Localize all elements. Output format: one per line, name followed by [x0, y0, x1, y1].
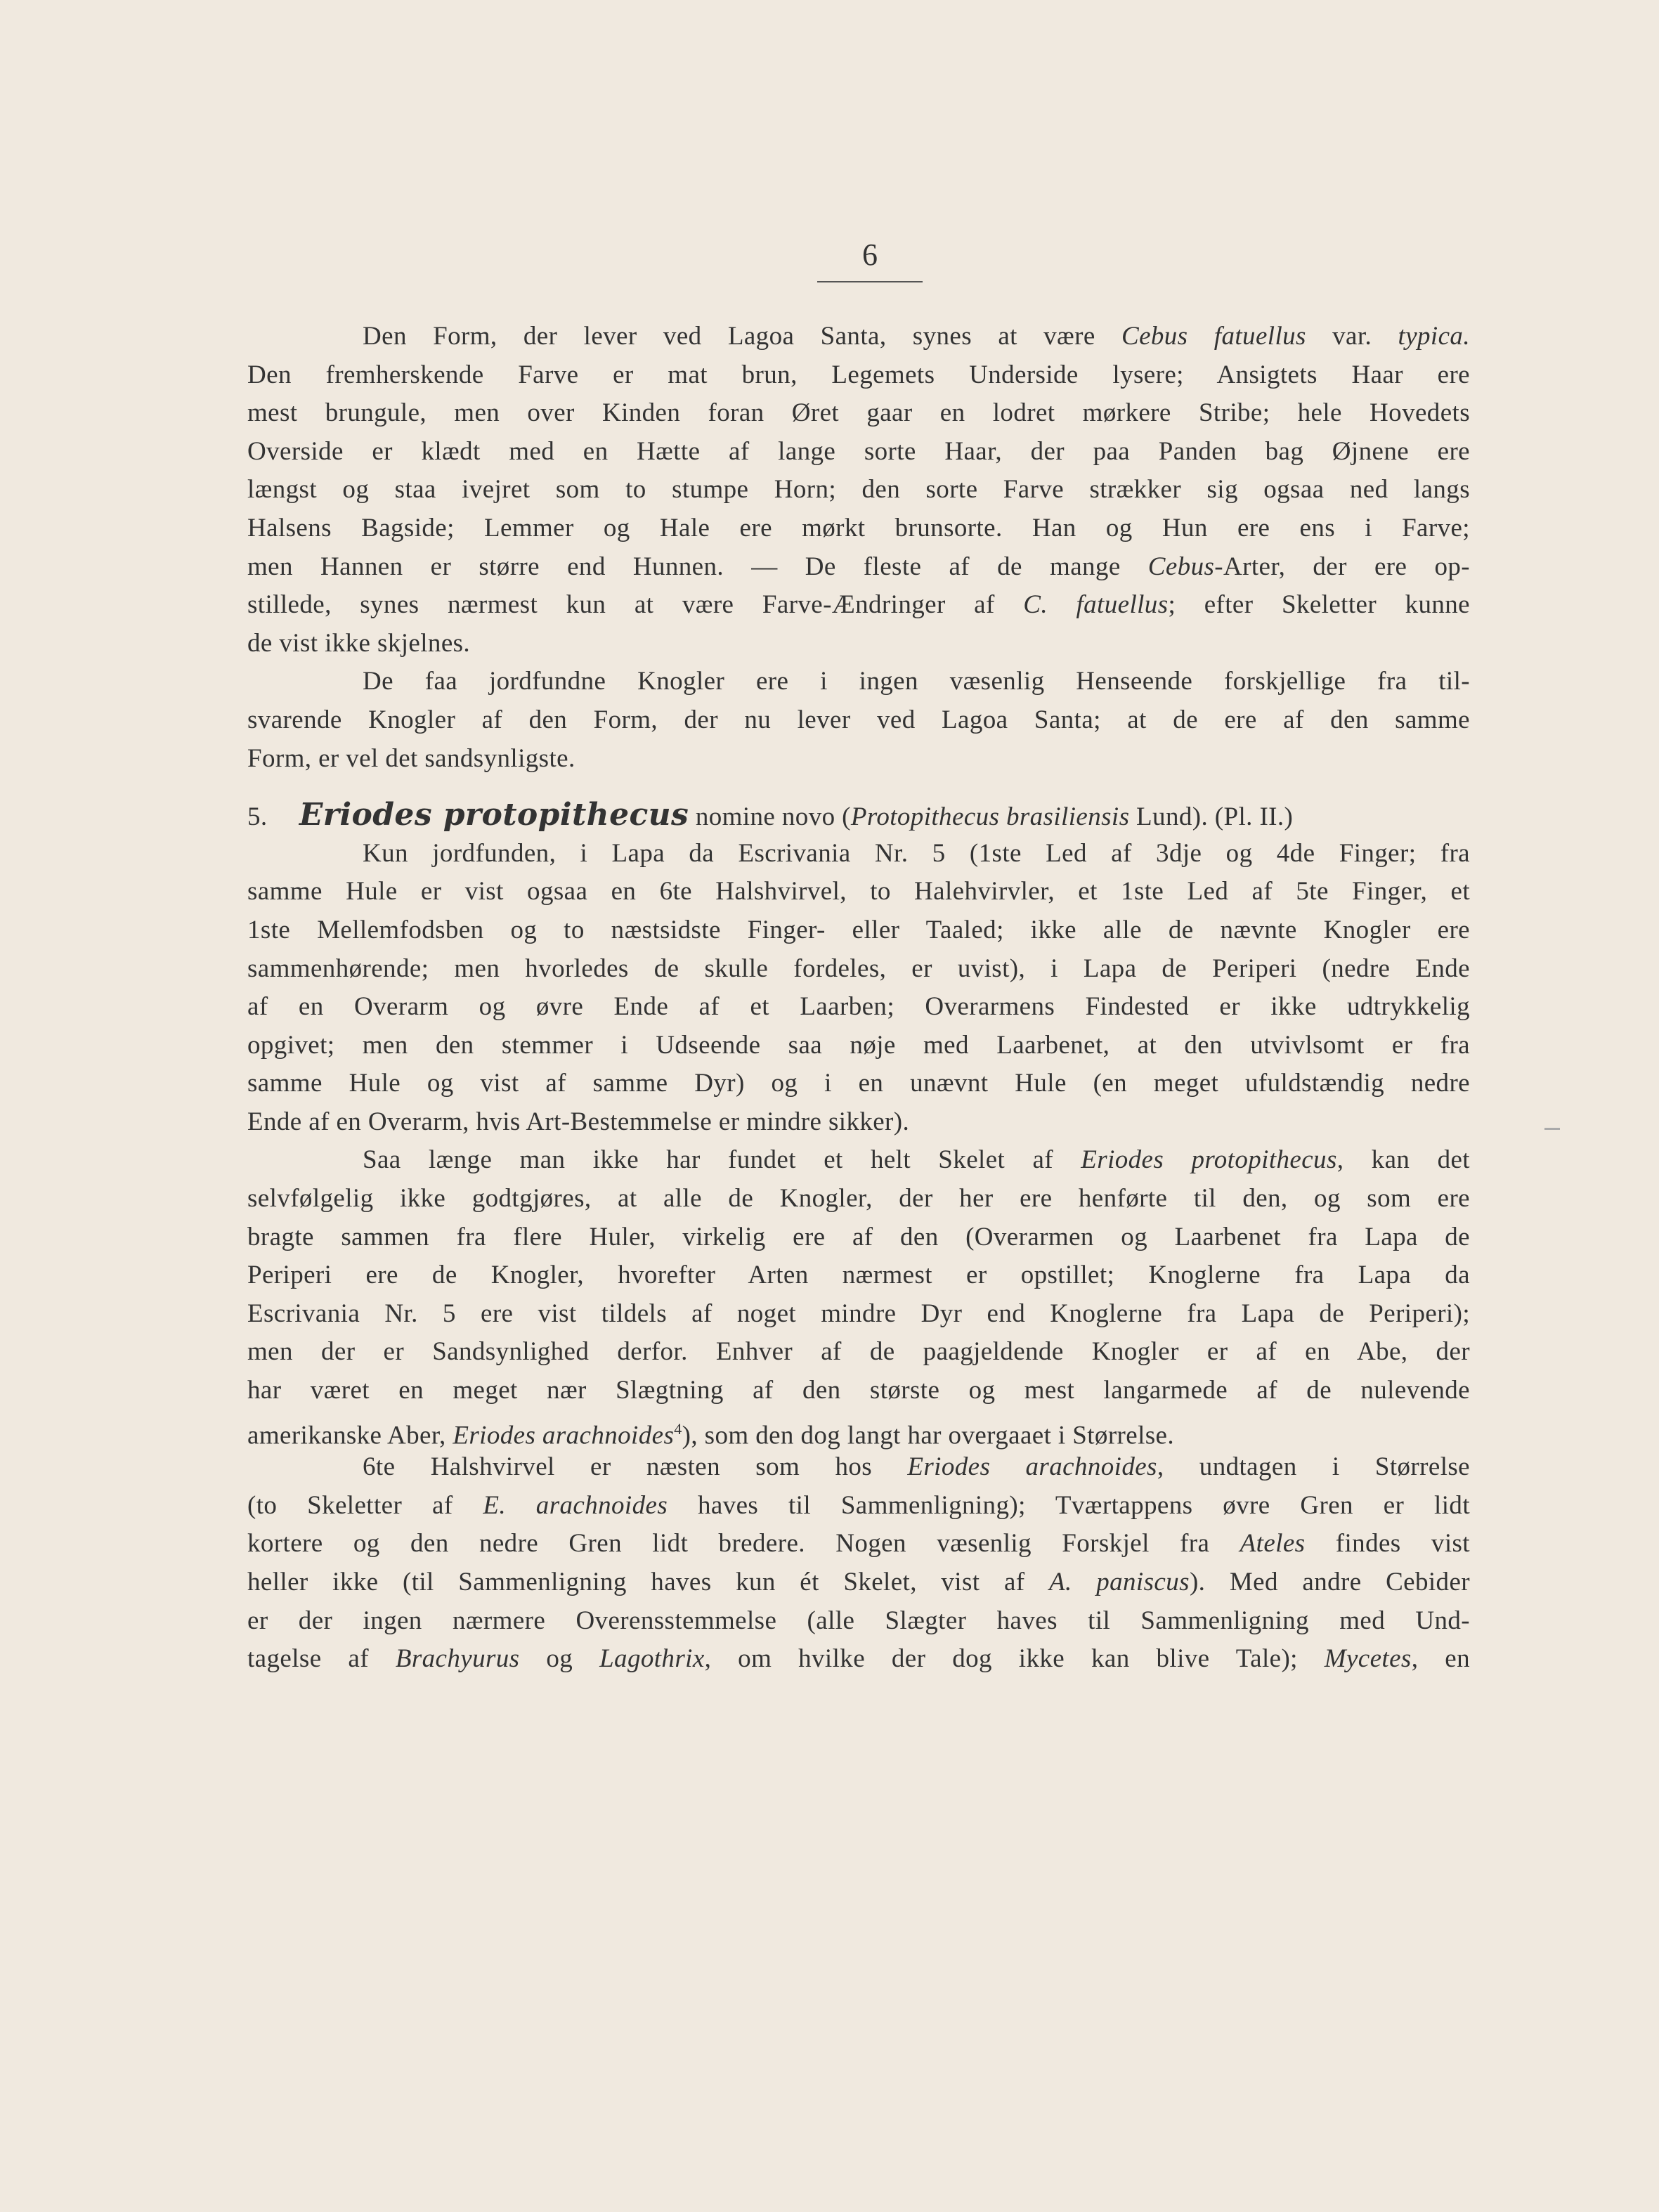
- text-line: 6te Halshvirvel er næsten som hos Eriodes arachnoides, undtagen i Størrelse: [363, 1452, 1470, 1482]
- paragraph-fossil-bones: [247, 663, 1470, 778]
- text-line: stillede, synes nærmest kun at være Farve-Ændringer af C. fatuellus; efter Skeletter kunne: [247, 590, 1471, 620]
- text-line: de vist ikke skjelnes.: [247, 628, 471, 658]
- text-line: selvfølgelig ikke godtgjøres, at alle de Knogler, der her ere henførte til den, og som ere: [247, 1184, 1470, 1214]
- italic-term: Cebus: [1147, 552, 1215, 581]
- text-line: men Hannen er større end Hunnen. — De fleste af de mange Cebus-Arter, der ere op-: [247, 552, 1470, 581]
- heading-synonym: Protopithecus brasiliensis: [850, 802, 1130, 832]
- italic-term: Eriodes protopithecus: [1081, 1145, 1337, 1175]
- italic-term: Ateles: [1240, 1529, 1306, 1559]
- text-line: (to Skeletter af E. arachnoides haves til Sammenligning); Tværtappens øvre Gren er lidt: [247, 1490, 1471, 1520]
- text-line: af en Overarm og øvre Ende af et Laarben; Overarmens Findested er ikke udtrykkelig: [247, 992, 1470, 1022]
- text-line: 1ste Mellemfodsben og to næstsidste Finger- eller Taaled; ikke alle de nævnte Knogler ere: [247, 915, 1470, 944]
- text-line: Overside er klædt med en Hætte af lange sorte Haar, der paa Panden bag Øjnene ere: [247, 436, 1470, 466]
- paragraph-attribution: [247, 1141, 1470, 1448]
- text-line: bragte sammen fra flere Huler, virkelig ere af den (Overarmen og Laarbenet fra Lapa de: [247, 1222, 1470, 1251]
- text-line: Periperi ere de Knogler, hvorefter Arten nærmest er opstillet; Knoglerne fra Lapa da: [247, 1261, 1470, 1290]
- text-line: tagelse af Brachyurus og Lagothrix, om hvilke der dog ikke kan blive Tale); Mycetes, en: [247, 1644, 1470, 1674]
- text-line: samme Hule er vist ogsaa en 6te Halshvirvel, to Halehvirvler, et 1ste Led af 5te Finger, et: [247, 877, 1470, 906]
- text-line: Saa længe man ikke har fundet et helt Skelet af Eriodes protopithecus, kan det: [363, 1145, 1470, 1175]
- text-line: Escrivania Nr. 5 ere vist tildels af noget mindre Dyr end Knoglerne fra Lapa de Periperi);: [247, 1299, 1470, 1328]
- italic-term: typica.: [1398, 322, 1470, 351]
- body-text: [247, 318, 1470, 1679]
- text-line: men der er Sandsynlighed derfor. Enhver af de paagjeldende Knogler er af en Abe, der: [247, 1337, 1470, 1367]
- text-line: De faa jordfundne Knogler ere i ingen væsenlig Henseende forskjellige fra til-: [363, 667, 1470, 696]
- italic-term: A. paniscus: [1049, 1568, 1190, 1596]
- page-number-rule: [817, 281, 923, 282]
- heading-author-plate: Lund). (Pl. II.): [1136, 802, 1294, 832]
- species-name: Eriodes protopithecus: [299, 797, 689, 833]
- text-line: Kun jordfunden, i Lapa da Escrivania Nr. 5 (1ste Led af 3dje og 4de Finger; fra: [363, 838, 1470, 868]
- paragraph-cebus-description: [247, 318, 1470, 663]
- section-number: 5.: [247, 802, 268, 832]
- italic-term: Mycetes: [1324, 1644, 1412, 1674]
- footnote-ref: 4: [674, 1419, 682, 1438]
- heading-nomine: nomine novo (: [695, 802, 851, 832]
- text-line: opgivet; men den stemmer i Udseende saa nøje med Laarbenet, at den utvivlsomt er fra: [247, 1030, 1470, 1060]
- text-line: amerikanske Aber, Eriodes arachnoides$^4$), som den dog langt har overgaaet i Størrelse.: [247, 1419, 1175, 1450]
- page-number-block: [817, 236, 923, 282]
- paragraph-cervical-vertebra: [247, 1448, 1470, 1679]
- page-number: 6: [862, 238, 878, 272]
- text-line: heller ikke (til Sammenligning haves kun ét Skelet, vist af A. paniscus). Med andre Cebider: [247, 1568, 1470, 1596]
- text-line: Den fremherskende Farve er mat brun, Legemets Underside lysere; Ansigtets Haar ere: [247, 360, 1470, 389]
- italic-term: C. fatuellus: [1023, 590, 1169, 620]
- italic-term: E. arachnoides: [483, 1490, 668, 1520]
- italic-term: Lagothrix: [599, 1644, 705, 1674]
- italic-term: Brachyurus: [395, 1644, 520, 1674]
- text-line: sammenhørende; men hvorledes de skulle fordeles, er uvist), i Lapa de Periperi (nedre Ende: [247, 954, 1470, 983]
- paragraph-find-sites: [247, 835, 1470, 1142]
- italic-term: Cebus fatuellus: [1121, 322, 1306, 351]
- text-line: længst og staa ivejret som to stumpe Horn; den sorte Farve strækker sig ogsaa ned langs: [247, 475, 1470, 505]
- text-line: er der ingen nærmere Overensstemmelse (alle Slægter haves til Sammenligning med Und-: [247, 1606, 1470, 1635]
- text-line: Ende af en Overarm, hvis Art-Bestemmelse er mindre sikker).: [247, 1107, 910, 1136]
- text-line: kortere og den nedre Gren lidt bredere. Nogen væsenlig Forskjel fra Ateles findes vist: [247, 1529, 1470, 1559]
- text-line: Den Form, der lever ved Lagoa Santa, synes at være Cebus fatuellus var. typica.: [363, 322, 1470, 351]
- text-line: Form, er vel det sandsynligste.: [247, 743, 575, 773]
- italic-term: Eriodes arachnoides: [907, 1452, 1157, 1482]
- text-line: har været en meget nær Slægtning af den største og mest langarmede af de nulevende: [247, 1376, 1470, 1405]
- text-line: samme Hule og vist af samme Dyr) og i en unævnt Hule (en meget ufuldstændig nedre: [247, 1069, 1470, 1098]
- text-line: Halsens Bagside; Lemmer og Hale ere mørkt brunsorte. Han og Hun ere ens i Farve;: [247, 513, 1470, 542]
- margin-mark: [1544, 1128, 1560, 1130]
- italic-term: Eriodes arachnoides: [453, 1420, 675, 1450]
- text-line: mest brungule, men over Kinden foran Øret gaar en lodret mørkere Stribe; hele Hovedets: [247, 398, 1470, 428]
- text-line: svarende Knogler af den Form, der nu lever ved Lagoa Santa; at de ere af den samme: [247, 705, 1470, 734]
- section-heading: [247, 796, 1470, 835]
